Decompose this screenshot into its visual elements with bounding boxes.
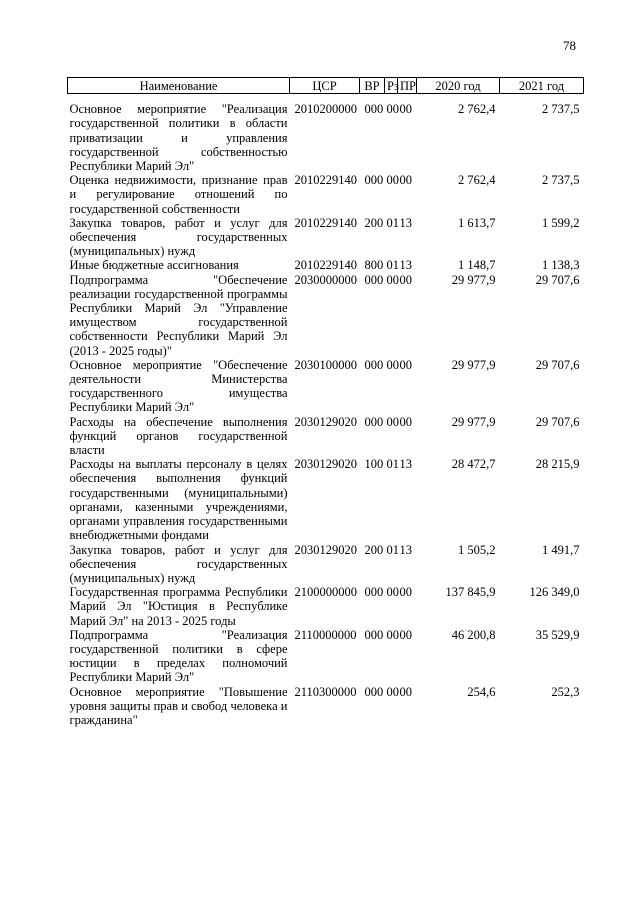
- cell-vr: 000: [364, 102, 384, 117]
- header-rz: Рз: [385, 78, 398, 94]
- cell-name: Основное мероприятие "Обеспечение деятельности Министерства государственного имущества Республики Марий Эл": [69, 357, 288, 415]
- cell-name: Подпрограмма "Обеспечение реализации государственной программы Республики Марий Эл "Управление имуществом государственной собственности Республики Марий Эл (2013 - 2025 годы)": [69, 272, 288, 358]
- cell-pr: 00: [399, 414, 412, 429]
- cell-rz: 01: [386, 258, 399, 273]
- cell-y2021: 2 737,5: [542, 102, 580, 117]
- cell-vr: 000: [364, 272, 384, 287]
- header-csr: ЦСР: [290, 78, 360, 94]
- cell-y2020: 28 472,7: [451, 457, 496, 472]
- cell-name: Иные бюджетные ассигнования: [69, 258, 239, 273]
- table-row: [68, 457, 584, 542]
- cell-pr: 00: [399, 585, 412, 600]
- cell-rz: 00: [386, 585, 399, 600]
- cell-y2020: 1 505,2: [458, 542, 496, 557]
- cell-vr: 000: [364, 684, 384, 699]
- cell-y2021: 28 215,9: [535, 457, 580, 472]
- cell-y2021: 1 599,2: [542, 215, 580, 230]
- table-row: [68, 273, 584, 358]
- cell-y2020: 1 613,7: [458, 215, 496, 230]
- cell-y2021: 1 138,3: [542, 258, 580, 273]
- cell-name: Оценка недвижимости, признание прав и регулирование отношений по государственной собственности: [69, 173, 288, 216]
- cell-y2020: 46 200,8: [451, 627, 496, 642]
- cell-y2020: 254,6: [467, 684, 496, 699]
- cell-vr: 100: [364, 457, 384, 472]
- cell-y2021: 29 707,6: [535, 414, 580, 429]
- cell-vr: 200: [364, 215, 384, 230]
- cell-vr: 000: [364, 357, 384, 372]
- cell-name: Закупка товаров, работ и услуг для обеспечения государственных (муниципальных) нужд: [69, 215, 288, 259]
- table-row: [68, 258, 584, 272]
- cell-y2020: 2 762,4: [458, 173, 496, 188]
- cell-y2020: 137 845,9: [445, 585, 496, 600]
- cell-vr: 000: [364, 414, 384, 429]
- cell-rz: 01: [386, 457, 399, 472]
- cell-rz: 01: [386, 542, 399, 557]
- cell-vr: 800: [364, 258, 384, 273]
- cell-pr: 13: [399, 457, 412, 472]
- cell-y2020: 1 148,7: [458, 258, 496, 273]
- cell-rz: 00: [386, 102, 399, 117]
- cell-name: Расходы на выплаты персоналу в целях обеспечения выполнения функций государственными (муниципальными) органами, казенными учреждениями, органами управления государственными внебюджетными фондами: [69, 457, 288, 543]
- cell-name: Расходы на обеспечение выполнения функций органов государственной власти: [69, 414, 288, 458]
- table-row: [68, 216, 584, 259]
- cell-csr: 2030129020: [294, 414, 357, 429]
- cell-csr: 2110300000: [294, 684, 357, 699]
- cell-csr: 2110000000: [294, 627, 357, 642]
- cell-csr: 2100000000: [294, 585, 357, 600]
- cell-pr: 00: [399, 357, 412, 372]
- cell-name: Государственная программа Республики Марий Эл "Юстиция в Республике Марий Эл" на 2013 - 2025 годы: [69, 585, 288, 628]
- cell-name: Закупка товаров, работ и услуг для обеспечения государственных (муниципальных) нужд: [69, 542, 288, 585]
- header-vr: ВР: [360, 78, 385, 94]
- cell-y2020: 29 977,9: [451, 414, 496, 429]
- cell-pr: 00: [399, 102, 412, 117]
- cell-y2021: 35 529,9: [535, 627, 580, 642]
- table-row: [68, 543, 584, 586]
- cell-vr: 000: [364, 627, 384, 642]
- table-row: [68, 94, 584, 174]
- table-row: [68, 585, 584, 628]
- cell-rz: 00: [386, 357, 399, 372]
- cell-rz: 00: [386, 684, 399, 699]
- header-2020: 2020 год: [417, 78, 500, 94]
- cell-csr: 2010229140: [294, 258, 357, 273]
- cell-vr: 000: [364, 173, 384, 188]
- cell-name: Подпрограмма "Реализация государственной политики в сфере юстиции в пределах полномочий Республики Марий Эл": [69, 627, 288, 685]
- cell-y2021: 126 349,0: [529, 585, 580, 600]
- cell-pr: 13: [399, 542, 412, 557]
- cell-rz: 00: [386, 173, 399, 188]
- cell-pr: 13: [399, 258, 412, 273]
- cell-csr: 2030129020: [294, 457, 357, 472]
- table-row: [68, 685, 584, 728]
- cell-csr: 2030000000: [294, 272, 357, 287]
- cell-name: Основное мероприятие "Повышение уровня защиты прав и свобод человека и гражданина": [69, 684, 288, 727]
- cell-rz: 00: [386, 414, 399, 429]
- cell-rz: 00: [386, 272, 399, 287]
- header-pr: ПР: [398, 78, 417, 94]
- cell-rz: 01: [386, 215, 399, 230]
- cell-csr: 2030129020: [294, 542, 357, 557]
- page-number: 78: [563, 38, 576, 53]
- budget-table: [67, 77, 584, 727]
- cell-y2021: 2 737,5: [542, 173, 580, 188]
- cell-y2020: 2 762,4: [458, 102, 496, 117]
- header-2021: 2021 год: [500, 78, 584, 94]
- table-row: [68, 415, 584, 458]
- cell-y2021: 29 707,6: [535, 357, 580, 372]
- table-row: [68, 358, 584, 415]
- cell-csr: 2030100000: [294, 357, 357, 372]
- cell-vr: 200: [364, 542, 384, 557]
- table-header: [68, 78, 584, 94]
- cell-y2021: 29 707,6: [535, 272, 580, 287]
- cell-csr: 2010229140: [294, 215, 357, 230]
- cell-y2021: 252,3: [551, 684, 580, 699]
- cell-csr: 2010229140: [294, 173, 357, 188]
- header-name: Наименование: [68, 78, 290, 94]
- cell-csr: 2010200000: [294, 102, 357, 117]
- cell-pr: 00: [399, 272, 412, 287]
- cell-pr: 00: [399, 173, 412, 188]
- table-row: [68, 628, 584, 685]
- cell-y2020: 29 977,9: [451, 357, 496, 372]
- cell-name: Основное мероприятие "Реализация государственной политики в области приватизации и управления государственной собственностью Республики Марий Эл": [69, 102, 288, 174]
- cell-y2020: 29 977,9: [451, 272, 496, 287]
- table-body: [68, 94, 584, 727]
- table-row: [68, 173, 584, 216]
- cell-pr: 00: [399, 684, 412, 699]
- cell-vr: 000: [364, 585, 384, 600]
- cell-pr: 13: [399, 215, 412, 230]
- cell-y2021: 1 491,7: [542, 542, 580, 557]
- cell-rz: 00: [386, 627, 399, 642]
- cell-pr: 00: [399, 627, 412, 642]
